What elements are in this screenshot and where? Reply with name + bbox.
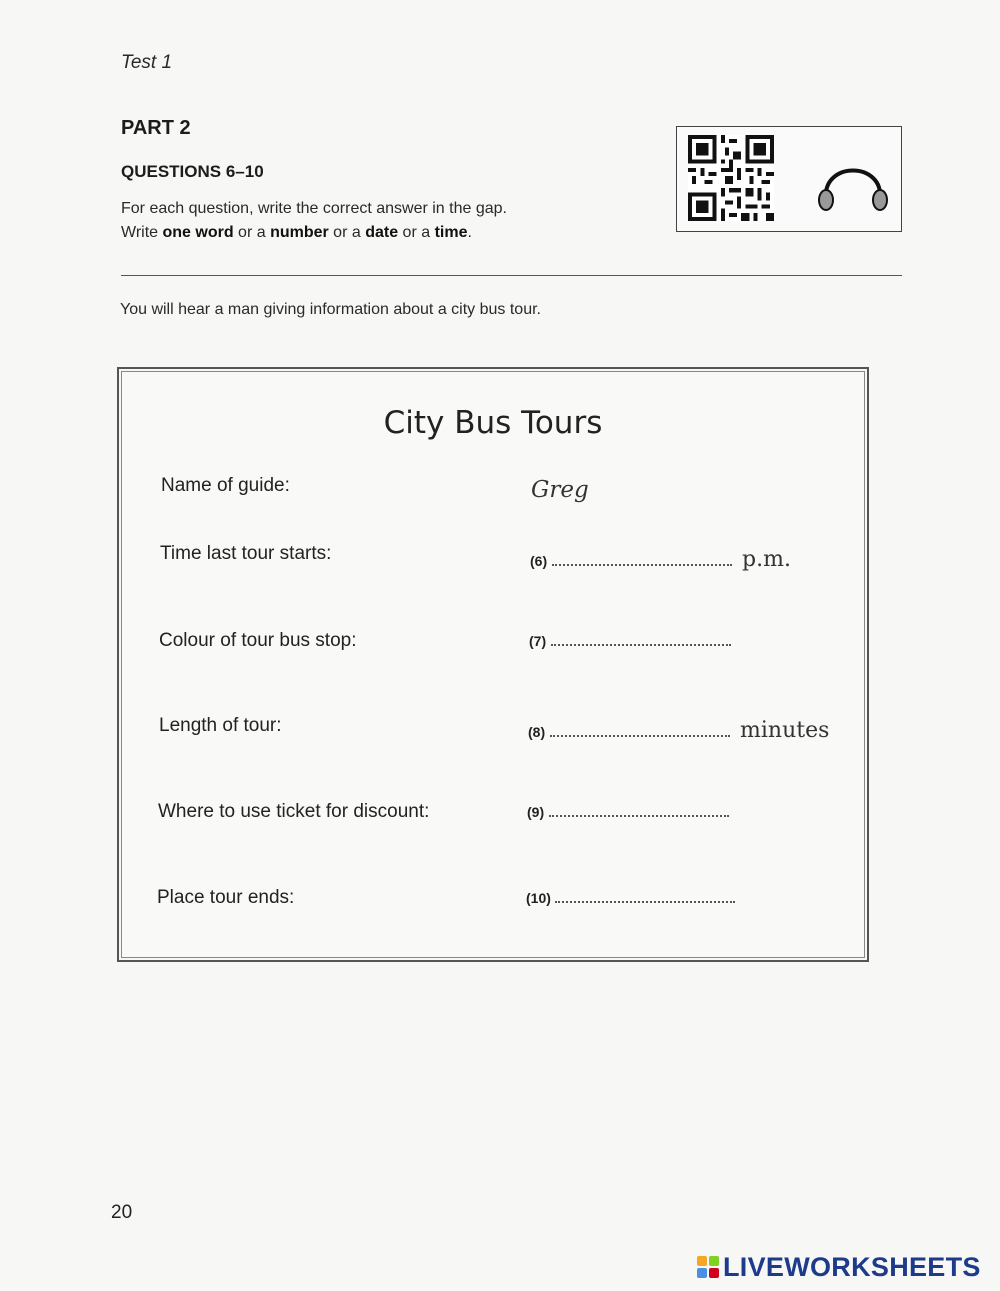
test-label: Test 1 xyxy=(121,52,173,73)
liveworksheets-brand xyxy=(697,1252,981,1282)
question-number-10: (10) xyxy=(526,890,551,906)
question-8 xyxy=(528,718,829,743)
headphones-icon xyxy=(814,147,892,217)
liveworksheets-logo-icon xyxy=(697,1256,719,1278)
question-7 xyxy=(529,632,731,651)
section-divider xyxy=(121,275,902,276)
question-number-9: (9) xyxy=(527,804,545,820)
question-6 xyxy=(530,547,791,572)
row-label-ends: Place tour ends: xyxy=(157,887,295,908)
page-number: 20 xyxy=(111,1202,133,1223)
row-label-time: Time last tour starts: xyxy=(160,543,332,564)
part-title: PART 2 xyxy=(121,117,191,139)
answer-blank-10[interactable] xyxy=(555,889,735,903)
question-number-8: (8) xyxy=(528,724,546,740)
row-label-guide: Name of guide: xyxy=(161,475,290,496)
instruction-line-2: Write one word or a number or a date or a time. xyxy=(121,224,472,241)
row-label-colour: Colour of tour bus stop: xyxy=(159,630,357,651)
question-10 xyxy=(526,889,735,908)
instruction-line-1: For each question, write the correct answer in the gap. xyxy=(121,200,507,217)
answer-blank-6[interactable] xyxy=(552,552,732,566)
intro-text: You will hear a man giving information about a city bus tour. xyxy=(120,301,541,318)
row-label-discount: Where to use ticket for discount: xyxy=(158,801,430,822)
answer-guide: Greg xyxy=(531,477,589,503)
question-9 xyxy=(527,803,729,822)
answer-blank-9[interactable] xyxy=(549,803,729,817)
answer-blank-7[interactable] xyxy=(551,632,731,646)
row-label-length: Length of tour: xyxy=(159,715,282,736)
suffix-8: minutes xyxy=(740,718,830,743)
question-number-7: (7) xyxy=(529,633,547,649)
question-number-6: (6) xyxy=(530,553,548,569)
answer-blank-8[interactable] xyxy=(550,723,730,737)
audio-media-box xyxy=(676,126,902,232)
suffix-6: p.m. xyxy=(742,547,791,572)
form-box xyxy=(117,367,869,962)
questions-range: QUESTIONS 6–10 xyxy=(121,162,264,181)
brand-name: LIVEWORKSHEETS xyxy=(723,1251,981,1282)
qr-code-icon[interactable] xyxy=(688,135,774,221)
form-title: City Bus Tours xyxy=(383,405,603,441)
